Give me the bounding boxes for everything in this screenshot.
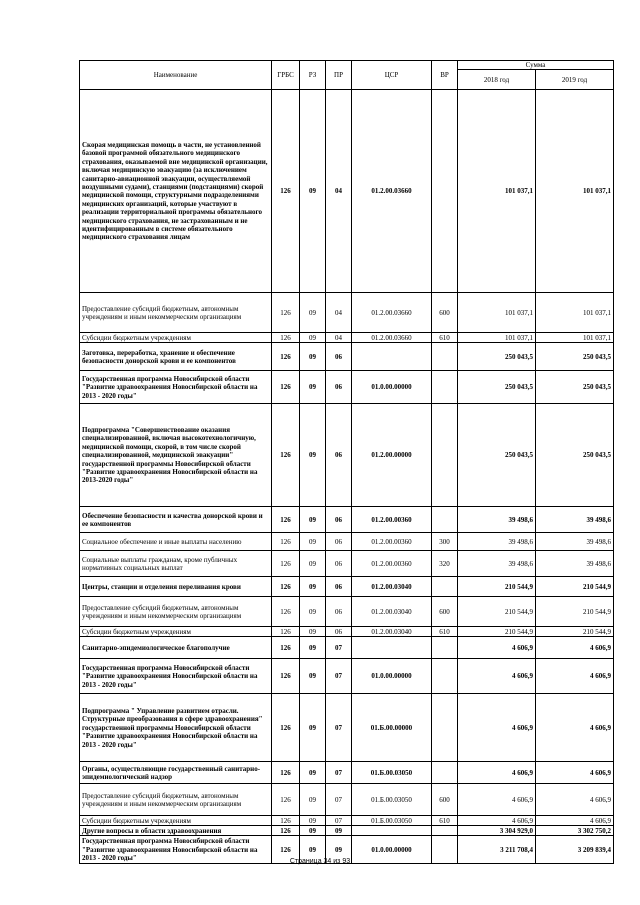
cell-pr: 07 [326,694,352,762]
cell-vr: 610 [432,627,458,637]
cell-vr [432,343,458,371]
cell-rz: 09 [300,597,326,627]
cell-grbs: 126 [272,762,300,784]
cell-grbs: 126 [272,836,300,864]
cell-vr: 300 [432,533,458,551]
cell-grbs: 126 [272,694,300,762]
cell-y2019: 210 544,9 [536,627,614,637]
budget-table [79,60,614,864]
table-row [80,371,614,404]
cell-rz: 09 [300,551,326,577]
cell-y2018: 101 037,1 [458,333,536,343]
table-row [80,826,614,836]
cell-csr: 01.2.00.03040 [352,627,432,637]
table-row [80,343,614,371]
cell-y2018: 4 606,9 [458,694,536,762]
table-row [80,507,614,533]
cell-pr: 06 [326,371,352,404]
cell-y2018: 39 498,6 [458,551,536,577]
table-row [80,404,614,507]
cell-name: Социальное обеспечение и иные выплаты населению [80,533,272,551]
cell-name: Государственная программа Новосибирской области "Развитие здравоохранения Новосибирской области на 2013 - 2020 годы" [80,371,272,404]
cell-rz: 09 [300,371,326,404]
cell-y2018: 250 043,5 [458,404,536,507]
cell-pr: 06 [326,577,352,597]
cell-name: Центры, станции и отделения переливания крови [80,577,272,597]
cell-grbs: 126 [272,293,300,333]
cell-rz: 09 [300,343,326,371]
cell-name: Подпрограмма "Совершенствование оказания специализированной, включая высокотехнологичную, медицинской помощи, скорой, в том числе скорой специализированной, медицинской эвакуации" государственной программы Новосибирской области "Развитие здравоохранения Новосибирской области на 2013-2020 годы" [80,404,272,507]
table-row [80,597,614,627]
cell-pr: 07 [326,659,352,694]
cell-rz: 09 [300,694,326,762]
cell-vr [432,762,458,784]
cell-vr: 600 [432,597,458,627]
cell-grbs: 126 [272,333,300,343]
cell-csr: 01.0.00.00000 [352,659,432,694]
cell-grbs: 126 [272,551,300,577]
cell-grbs: 126 [272,637,300,659]
cell-y2019: 101 037,1 [536,333,614,343]
cell-y2018: 210 544,9 [458,627,536,637]
cell-grbs: 126 [272,90,300,293]
cell-vr [432,694,458,762]
cell-y2018: 210 544,9 [458,577,536,597]
cell-y2019: 39 498,6 [536,507,614,533]
cell-grbs: 126 [272,816,300,826]
cell-rz: 09 [300,836,326,864]
cell-rz: 09 [300,826,326,836]
cell-pr: 07 [326,637,352,659]
cell-vr: 600 [432,293,458,333]
cell-csr [352,343,432,371]
table-row [80,293,614,333]
cell-pr: 06 [326,404,352,507]
cell-y2018: 39 498,6 [458,507,536,533]
header-sum: Сумма [458,61,614,70]
cell-rz: 09 [300,762,326,784]
cell-vr [432,659,458,694]
cell-csr: 01.2.00.00360 [352,551,432,577]
cell-vr [432,90,458,293]
cell-name: Подпрограмма " Управление развитием отрасли. Структурные преобразования в сфере здравоохранения" государственной программы Новосибирской области "Развитие здравоохранения Новосибирской области на 2013 - 2020 годы" [80,694,272,762]
cell-csr: 01.2.00.03040 [352,597,432,627]
cell-vr [432,577,458,597]
table-row [80,637,614,659]
cell-name: Органы, осуществляющие государственный санитарно-эпидемиологический надзор [80,762,272,784]
cell-grbs: 126 [272,343,300,371]
cell-name: Другие вопросы в области здравоохранения [80,826,272,836]
cell-y2019: 3 302 750,2 [536,826,614,836]
cell-grbs: 126 [272,577,300,597]
cell-y2018: 3 211 708,4 [458,836,536,864]
cell-csr: 01.2.00.00360 [352,533,432,551]
cell-name: Государственная программа Новосибирской области "Развитие здравоохранения Новосибирской области на 2013 - 2020 годы" [80,659,272,694]
cell-y2018: 4 606,9 [458,784,536,816]
cell-pr: 06 [326,627,352,637]
cell-csr: 01.Б.00.03050 [352,784,432,816]
cell-vr: 320 [432,551,458,577]
cell-y2018: 3 304 929,0 [458,826,536,836]
cell-y2019: 101 037,1 [536,90,614,293]
cell-grbs: 126 [272,597,300,627]
header-csr: ЦСР [352,61,432,90]
cell-y2019: 39 498,6 [536,551,614,577]
cell-vr [432,404,458,507]
cell-grbs: 126 [272,404,300,507]
cell-vr [432,637,458,659]
cell-name: Предоставление субсидий бюджетным, автономным учреждениям и иным некоммерческим организациям [80,784,272,816]
cell-csr: 01.0.00.00000 [352,371,432,404]
cell-pr: 06 [326,533,352,551]
cell-csr: 01.2.00.00000 [352,404,432,507]
table-row [80,577,614,597]
cell-name: Предоставление субсидий бюджетным, автономным учреждениям и иным некоммерческим организациям [80,597,272,627]
cell-name: Предоставление субсидий бюджетным, автономным учреждениям и иным некоммерческим организациям [80,293,272,333]
cell-rz: 09 [300,333,326,343]
cell-pr: 06 [326,551,352,577]
cell-name: Государственная программа Новосибирской области "Развитие здравоохранения Новосибирской области на 2013 - 2020 годы" [80,836,272,864]
header-pr: ПР [326,61,352,90]
cell-y2019: 210 544,9 [536,597,614,627]
cell-y2019: 4 606,9 [536,694,614,762]
table-row [80,762,614,784]
cell-pr: 06 [326,507,352,533]
cell-grbs: 126 [272,533,300,551]
cell-vr [432,826,458,836]
cell-name: Субсидии бюджетным учреждениям [80,333,272,343]
cell-rz: 09 [300,637,326,659]
header-name: Наименование [80,61,272,90]
cell-csr: 01.Б.00.03050 [352,762,432,784]
cell-y2019: 39 498,6 [536,533,614,551]
header-grbs: ГРБС [272,61,300,90]
cell-name: Обеспечение безопасности и качества донорской крови и ее компонентов [80,507,272,533]
cell-y2019: 250 043,5 [536,343,614,371]
cell-grbs: 126 [272,371,300,404]
cell-pr: 04 [326,90,352,293]
cell-y2019: 250 043,5 [536,404,614,507]
cell-csr: 01.0.00.00000 [352,836,432,864]
cell-y2018: 4 606,9 [458,762,536,784]
cell-pr: 07 [326,784,352,816]
cell-y2019: 4 606,9 [536,659,614,694]
cell-pr: 04 [326,293,352,333]
cell-csr: 01.2.00.03040 [352,577,432,597]
cell-grbs: 126 [272,826,300,836]
cell-csr [352,637,432,659]
cell-vr [432,371,458,404]
table-row [80,694,614,762]
cell-y2019: 4 606,9 [536,762,614,784]
table-row [80,627,614,637]
cell-y2018: 101 037,1 [458,293,536,333]
table-body [80,90,614,864]
cell-y2018: 4 606,9 [458,816,536,826]
cell-rz: 09 [300,90,326,293]
cell-vr: 610 [432,816,458,826]
table-row [80,333,614,343]
cell-pr: 09 [326,826,352,836]
cell-y2018: 4 606,9 [458,659,536,694]
header-rz: РЗ [300,61,326,90]
header-vr: ВР [432,61,458,90]
cell-name: Социальные выплаты гражданам, кроме публичных нормативных социальных выплат [80,551,272,577]
cell-y2018: 39 498,6 [458,533,536,551]
cell-pr: 06 [326,343,352,371]
table-row [80,784,614,816]
table-row [80,551,614,577]
cell-y2019: 210 544,9 [536,577,614,597]
cell-rz: 09 [300,533,326,551]
cell-y2019: 250 043,5 [536,371,614,404]
cell-name: Заготовка, переработка, хранение и обеспечение безопасности донорской крови и ее компонентов [80,343,272,371]
cell-pr: 04 [326,333,352,343]
cell-vr: 610 [432,333,458,343]
cell-name: Субсидии бюджетным учреждениям [80,627,272,637]
table-row [80,533,614,551]
cell-rz: 09 [300,293,326,333]
cell-name: Скорая медицинская помощь в части, не установленной базовой программой обязательного медицинского страхования, оказываемой вне медицинской организации, включая медицинскую эвакуацию (за исключением санитарно-авиационной эвакуации, осуществляемой воздушными судами), станциями (подстанциями) скорой медицинской помощи, структурными подразделениями медицинских организаций, которые участвуют в реализации территориальной программы обязательного медицинского страхования, не застрахованным и не идентифицированным в системе обязательного медицинского страхования лицам [80,90,272,293]
cell-rz: 09 [300,816,326,826]
cell-y2019: 4 606,9 [536,637,614,659]
cell-grbs: 126 [272,784,300,816]
header-2018: 2018 год [458,70,536,90]
cell-y2019: 3 209 839,4 [536,836,614,864]
cell-rz: 09 [300,627,326,637]
cell-y2018: 250 043,5 [458,343,536,371]
table-row [80,659,614,694]
cell-y2018: 210 544,9 [458,597,536,627]
page-footer: Страница 34 из 93 [289,858,351,865]
cell-grbs: 126 [272,507,300,533]
cell-rz: 09 [300,507,326,533]
header-2019: 2019 год [536,70,614,90]
cell-rz: 09 [300,659,326,694]
cell-grbs: 126 [272,627,300,637]
cell-csr: 01.2.00.03660 [352,293,432,333]
cell-y2019: 4 606,9 [536,816,614,826]
cell-csr: 01.2.00.03660 [352,333,432,343]
cell-pr: 07 [326,762,352,784]
cell-grbs: 126 [272,659,300,694]
cell-name: Субсидии бюджетным учреждениям [80,816,272,826]
cell-name: Санитарно-эпидемиологическое благополучие [80,637,272,659]
cell-y2019: 101 037,1 [536,293,614,333]
cell-pr: 06 [326,597,352,627]
cell-csr: 01.2.00.00360 [352,507,432,533]
cell-csr: 01.2.00.03660 [352,90,432,293]
cell-rz: 09 [300,784,326,816]
cell-y2018: 250 043,5 [458,371,536,404]
cell-y2019: 4 606,9 [536,784,614,816]
cell-csr: 01.Б.00.03050 [352,816,432,826]
cell-pr: 09 [326,836,352,864]
cell-rz: 09 [300,577,326,597]
cell-rz: 09 [300,404,326,507]
cell-csr: 01.Б.00.00000 [352,694,432,762]
cell-vr: 600 [432,784,458,816]
cell-csr [352,826,432,836]
cell-pr: 07 [326,816,352,826]
cell-y2018: 101 037,1 [458,90,536,293]
table-row [80,90,614,293]
cell-vr [432,507,458,533]
table-row [80,816,614,826]
cell-y2018: 4 606,9 [458,637,536,659]
